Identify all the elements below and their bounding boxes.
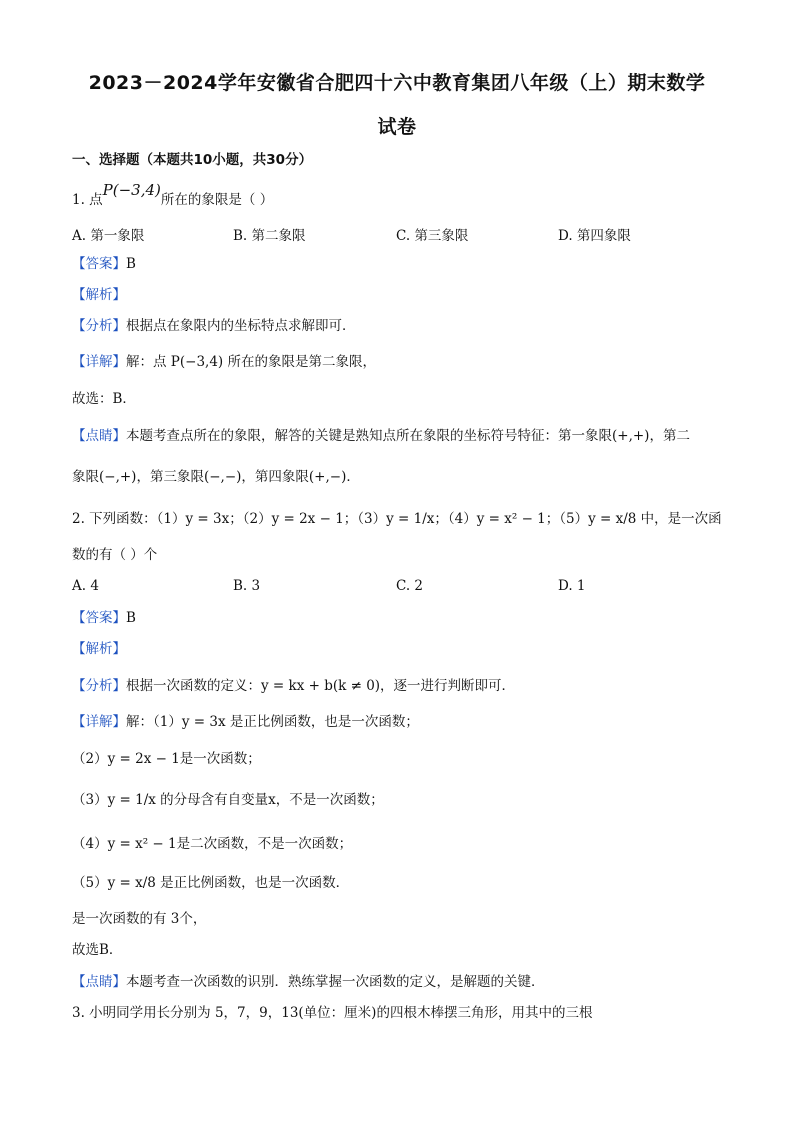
q2-dianjing — [72, 972, 545, 992]
q1-dianjing-tag: 【点睛】 — [72, 428, 126, 444]
q1-fenxi-tag: 【分析】 — [72, 318, 126, 334]
q1-dianjing-text1: 本题考查点所在的象限，解答的关键是熟知点所在象限的坐标符号特征：第一象限(+,+)，第二 — [126, 428, 690, 444]
q2-analysis-tag: 【解析】 — [72, 641, 126, 657]
q1-xiangjie — [72, 352, 376, 372]
q1-stem-prefix: 1. 点 — [72, 192, 103, 208]
q2-xiangjie-text: 解：（1）y = 3x 是正比例函数，也是一次函数； — [126, 714, 419, 730]
q1-fenxi — [72, 316, 356, 336]
q1-analysis-tag: 【解析】 — [72, 287, 126, 303]
q2-answer-tag: 【答案】 — [72, 610, 126, 626]
q2-dianjing-tag: 【点睛】 — [72, 974, 126, 990]
q2-dianjing-text: 本题考查一次函数的识别．熟练掌握一次函数的定义，是解题的关键． — [126, 974, 545, 990]
section-heading: 一、选择题（本题共10小题，共30分） — [72, 152, 313, 168]
document-title: 2023－2024学年安徽省合肥四十六中教育集团八年级（上）期末数学 — [88, 72, 706, 94]
q2-xiangjie-tag: 【详解】 — [72, 714, 126, 730]
q2-item4: （4）y = x² − 1是二次函数，不是一次函数； — [72, 836, 353, 852]
q2-fenxi-text: 根据一次函数的定义：y = kx + b(k ≠ 0)，逐一进行判断即可． — [126, 678, 516, 694]
q1-xiangjie-tag: 【详解】 — [72, 354, 126, 370]
q1-answer — [72, 254, 136, 274]
q1-xiangjie-text: 解：点 P(−3,4) 所在的象限是第二象限， — [126, 354, 376, 370]
q2-answer — [72, 608, 136, 628]
q1-option-b: B. 第二象限 — [233, 228, 306, 244]
q3-stem: 3. 小明同学用长分别为 5，7，9，13(单位：厘米)的四根木棒摆三角形，用其中的三根 — [72, 1005, 593, 1021]
q2-conclusion: 故选B． — [72, 942, 123, 958]
q1-point-math: P(−3,4) — [102, 181, 161, 199]
q1-answer-tag: 【答案】 — [72, 256, 126, 272]
q1-option-d: D. 第四象限 — [558, 228, 631, 244]
q1-stem-suffix: 所在的象限是（ ） — [160, 192, 274, 208]
q2-xiangjie — [72, 712, 419, 732]
q1-conclusion: 故选：B． — [72, 391, 136, 407]
q1-fenxi-text: 根据点在象限内的坐标特点求解即可． — [126, 318, 356, 334]
q2-fenxi — [72, 676, 515, 696]
q2-answer-value: B — [126, 610, 136, 626]
q2-count-line: 是一次函数的有 3个， — [72, 911, 207, 927]
q2-fenxi-tag: 【分析】 — [72, 678, 126, 694]
q2-item5: （5）y = x/8 是正比例函数，也是一次函数． — [72, 875, 350, 891]
q2-stem-line2: 数的有（ ）个 — [72, 547, 158, 563]
q1-stem — [72, 181, 274, 210]
q1-option-a: A. 第一象限 — [72, 228, 145, 244]
q2-option-b: B. 3 — [233, 578, 261, 594]
q1-answer-value: B — [126, 256, 136, 272]
q1-dianjing — [72, 426, 690, 446]
q2-option-c: C. 2 — [396, 578, 424, 594]
q1-option-c: C. 第三象限 — [396, 228, 469, 244]
q2-option-a: A. 4 — [72, 578, 99, 594]
q2-option-d: D. 1 — [558, 578, 586, 594]
q2-item2: （2）y = 2x − 1是一次函数； — [72, 751, 261, 767]
q1-dianjing-text2: 象限(−,+)，第三象限(−,−)，第四象限(+,−)． — [72, 469, 360, 485]
document-title-continued: 试卷 — [377, 116, 417, 138]
q2-stem-line1: 2. 下列函数：（1）y = 3x；（2）y = 2x − 1；（3）y = 1/x；（4）y = x² − 1；（5）y = x/8 中，是一次函 — [72, 511, 722, 527]
q2-item3: （3）y = 1/x 的分母含有自变量x，不是一次函数； — [72, 792, 384, 808]
